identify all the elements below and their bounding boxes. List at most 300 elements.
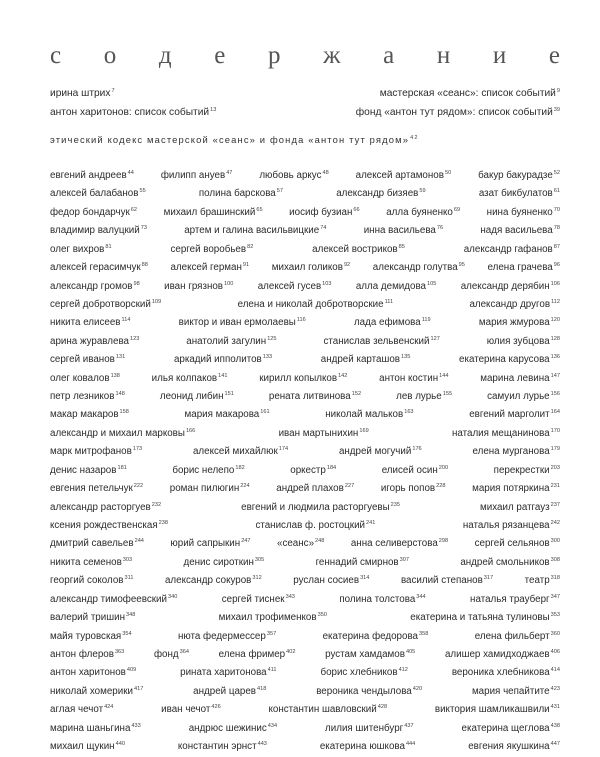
- page-number: 133: [262, 354, 273, 361]
- contents-row: [50, 440, 560, 458]
- entry-name: марина шаньгина: [50, 722, 131, 734]
- contents-entry[interactable]: [321, 348, 411, 366]
- contents-entry[interactable]: [50, 330, 139, 348]
- contents-entry[interactable]: [289, 201, 359, 219]
- contents-entry[interactable]: [193, 680, 266, 698]
- contents-entry[interactable]: [50, 643, 124, 661]
- contents-row: [50, 385, 560, 403]
- contents-entry[interactable]: [50, 551, 132, 569]
- contents-row: [50, 422, 560, 440]
- contents-entry[interactable]: [356, 164, 452, 182]
- contents-entry[interactable]: [50, 101, 216, 120]
- page-number: 418: [257, 685, 267, 692]
- entry-name: ирина штрих: [50, 88, 111, 99]
- contents-entry[interactable]: [183, 551, 264, 569]
- page-number: 98: [133, 280, 140, 287]
- contents-entry[interactable]: [222, 588, 295, 606]
- contents-entry[interactable]: [179, 311, 306, 329]
- entry-name: алексей балабанов: [50, 188, 139, 200]
- entry-name: михаил трофименков: [218, 612, 317, 624]
- page-number: 135: [400, 354, 411, 361]
- contents-row: [50, 219, 560, 237]
- contents-entry[interactable]: [379, 367, 448, 385]
- entry-name: марина левина: [480, 372, 550, 384]
- page-number: 298: [438, 538, 449, 545]
- page-number: 105: [427, 280, 437, 287]
- page-number: 109: [151, 298, 162, 305]
- page-number: 95: [458, 262, 465, 269]
- entry-name: сергей добротворский: [50, 298, 151, 310]
- contents-entry[interactable]: [268, 698, 387, 716]
- page-number: 156: [550, 391, 560, 398]
- entry-name: фонд «антон тут рядом»: список событий: [355, 107, 553, 118]
- contents-row: [50, 459, 560, 477]
- contents-entry[interactable]: [50, 440, 142, 458]
- entry-name: арина журавлева: [50, 335, 129, 347]
- contents-entry[interactable]: [312, 238, 405, 256]
- entry-name: перекрестки: [493, 464, 550, 476]
- entry-name: «сеанс»: [277, 538, 315, 550]
- contents-entry[interactable]: [354, 311, 431, 329]
- page-number: 69: [453, 206, 461, 213]
- contents-entry[interactable]: [381, 477, 446, 495]
- page-number: 402: [286, 648, 296, 655]
- contents-entry[interactable]: [50, 496, 161, 514]
- contents-entry[interactable]: [50, 275, 140, 293]
- page-number: 87: [553, 243, 560, 250]
- entry-name: мария макарова: [184, 409, 260, 421]
- entry-name: геннадий смирнов: [315, 556, 399, 568]
- contents-entry[interactable]: [164, 275, 233, 293]
- contents-entry[interactable]: [459, 348, 560, 366]
- page-number: 433: [131, 722, 141, 729]
- contents-entry[interactable]: [336, 182, 425, 200]
- page-number: 100: [224, 280, 234, 287]
- title-letter: ж: [323, 42, 341, 69]
- contents-entry[interactable]: [470, 588, 560, 606]
- contents-entry[interactable]: [50, 182, 146, 200]
- entry-name: мария потяркина: [472, 483, 550, 495]
- page-number: 235: [390, 501, 400, 508]
- page-number: 314: [360, 575, 370, 582]
- contents-entry[interactable]: [475, 532, 560, 550]
- contents-row: [50, 496, 560, 514]
- contents-entry[interactable]: [382, 459, 448, 477]
- page-number: 241: [366, 520, 376, 527]
- contents-entry[interactable]: [494, 459, 560, 477]
- contents-entry[interactable]: [50, 588, 177, 606]
- contents-entry[interactable]: [364, 219, 443, 237]
- contents-entry[interactable]: [356, 101, 560, 120]
- entry-name: николай мальков: [325, 409, 404, 421]
- page-number: 7: [111, 88, 115, 94]
- page-number: 119: [421, 317, 431, 324]
- contents-entry[interactable]: [50, 293, 161, 311]
- page-number: 423: [550, 685, 560, 692]
- contents-entry[interactable]: [186, 330, 276, 348]
- page-number: 62: [130, 206, 138, 213]
- contents-entry[interactable]: [320, 661, 407, 679]
- contents-entry[interactable]: [161, 164, 233, 182]
- page-number: 242: [550, 520, 560, 527]
- entry-name: елена фример: [218, 648, 286, 660]
- entry-name: мария жмурова: [478, 317, 550, 329]
- page-number: 443: [257, 741, 267, 748]
- entry-name: елена и николай добротворские: [237, 298, 384, 310]
- contents-entry[interactable]: [152, 367, 228, 385]
- contents-entry[interactable]: [487, 330, 560, 348]
- contents-entry[interactable]: [487, 385, 560, 403]
- contents-row: [50, 661, 560, 679]
- page-number: 228: [436, 483, 446, 490]
- contents-entry[interactable]: [50, 256, 148, 274]
- page-number: 155: [442, 391, 453, 398]
- contents-entry[interactable]: [480, 496, 560, 514]
- page-number: 152: [351, 391, 362, 398]
- contents-entry[interactable]: [276, 477, 354, 495]
- page-number: 50: [444, 170, 452, 176]
- page-number: 224: [240, 483, 250, 490]
- contents-entry[interactable]: [472, 477, 560, 495]
- contents-entry[interactable]: [50, 238, 112, 256]
- contents-entry[interactable]: [325, 403, 413, 421]
- intro-row: [50, 82, 560, 101]
- entry-name: виктор и иван ермолаевы: [178, 317, 296, 329]
- contents-entry[interactable]: [50, 569, 133, 587]
- contents-entry[interactable]: [174, 348, 272, 366]
- entry-name: михаил ратгауз: [480, 501, 550, 513]
- contents-entry[interactable]: [238, 293, 394, 311]
- contents-entry[interactable]: [178, 735, 267, 753]
- contents-entry[interactable]: [323, 330, 439, 348]
- contents-entry[interactable]: [277, 532, 324, 550]
- entry-name: антон костин: [379, 372, 439, 384]
- contents-entry[interactable]: [184, 219, 326, 237]
- contents-entry[interactable]: [351, 532, 448, 550]
- page-number: 47: [226, 170, 233, 176]
- page-number: 106: [550, 280, 560, 287]
- page-number: 182: [235, 464, 245, 471]
- contents-entry[interactable]: [410, 606, 560, 624]
- page-number: 411: [267, 667, 277, 674]
- entry-name: алексей герман: [170, 262, 242, 274]
- contents-entry[interactable]: [325, 717, 414, 735]
- contents-entry[interactable]: [170, 477, 250, 495]
- contents-entry[interactable]: [445, 643, 560, 661]
- contents-entry[interactable]: [259, 367, 347, 385]
- contents-row: [50, 698, 560, 716]
- contents-entry[interactable]: [50, 680, 143, 698]
- entry-name: нюта федермессер: [177, 630, 266, 642]
- entry-name: михаил щукин: [50, 741, 115, 753]
- entry-name: анна селиверстова: [350, 538, 438, 550]
- page-number: 307: [399, 556, 409, 563]
- entry-name: алишер хамидходжаев: [444, 648, 550, 660]
- entry-name: екатерина юшкова: [319, 741, 405, 753]
- page-number: 96: [553, 262, 560, 269]
- page-number: 417: [133, 685, 144, 692]
- entry-name: азат бикбулатов: [478, 188, 553, 200]
- contents-entry[interactable]: [452, 422, 560, 440]
- page-number: 300: [550, 538, 560, 545]
- page-number: 166: [185, 427, 196, 434]
- contents-entry[interactable]: [479, 311, 560, 329]
- entry-name: театр: [524, 575, 550, 587]
- contents-entry[interactable]: [50, 201, 137, 219]
- contents-entry[interactable]: [50, 367, 120, 385]
- entry-name: надя васильева: [480, 225, 553, 237]
- entry-name: олег вихров: [50, 243, 105, 255]
- page-number: 81: [105, 243, 112, 250]
- ethics-code-entry[interactable]: [50, 130, 560, 148]
- entry-name: макар макаров: [50, 409, 119, 421]
- contents-entry[interactable]: [320, 735, 415, 753]
- contents-entry[interactable]: [479, 182, 560, 200]
- contents-entry[interactable]: [50, 311, 130, 329]
- page-number: 88: [141, 262, 148, 269]
- contents-entry[interactable]: [193, 440, 288, 458]
- contents-entry[interactable]: [255, 514, 375, 532]
- contents-entry[interactable]: [272, 256, 350, 274]
- contents-entry[interactable]: [50, 477, 143, 495]
- entry-name: анатолий загулин: [186, 335, 267, 347]
- page-number: 364: [179, 648, 189, 655]
- contents-entry[interactable]: [468, 735, 560, 753]
- page-number: 111: [384, 298, 394, 305]
- page-number: 85: [398, 243, 405, 250]
- contents-entry[interactable]: [469, 293, 560, 311]
- entry-name: федор бондарчук: [50, 206, 130, 218]
- entry-name: олег ковалов: [50, 372, 110, 384]
- entry-name: наталья трауберг: [470, 593, 550, 605]
- contents-entry[interactable]: [50, 514, 168, 532]
- contents-entry[interactable]: [50, 82, 115, 101]
- page-number: 73: [140, 225, 147, 232]
- contents-entry[interactable]: [435, 698, 560, 716]
- contents-entry[interactable]: [50, 385, 125, 403]
- entry-name: александр тимофеевский: [50, 593, 167, 605]
- contents-entry[interactable]: [396, 385, 452, 403]
- contents-entry[interactable]: [472, 440, 560, 458]
- page-number: 65: [256, 206, 263, 213]
- page-number: 440: [115, 741, 125, 748]
- page-number: 142: [338, 372, 348, 379]
- entry-name: илья колпаков: [151, 372, 218, 384]
- contents-entry[interactable]: [380, 82, 560, 101]
- entry-name: елена мурганова: [472, 446, 550, 458]
- page-number: 59: [419, 188, 426, 195]
- page-number: 103: [322, 280, 332, 287]
- contents-entry[interactable]: [50, 164, 134, 182]
- contents-entry[interactable]: [50, 348, 125, 366]
- page-number: 238: [158, 520, 168, 527]
- page-title: [50, 42, 560, 70]
- contents-entry[interactable]: [50, 735, 125, 753]
- contents-row: [50, 238, 560, 256]
- contents-entry[interactable]: [401, 569, 493, 587]
- contents-entry[interactable]: [316, 680, 422, 698]
- contents-entry[interactable]: [339, 440, 422, 458]
- entry-name: георгий соколов: [50, 575, 124, 587]
- contents-entry[interactable]: [293, 569, 369, 587]
- entry-name: андрей смольников: [460, 556, 550, 568]
- contents-entry[interactable]: [154, 643, 189, 661]
- entry-name: кирилл копылков: [259, 372, 338, 384]
- contents-entry[interactable]: [50, 698, 113, 716]
- page-number: 174: [278, 446, 289, 453]
- title-letter: с: [50, 42, 62, 69]
- contents-entry[interactable]: [487, 201, 560, 219]
- contents-entry[interactable]: [480, 219, 560, 237]
- title-letter: р: [268, 42, 281, 69]
- contents-entry[interactable]: [452, 661, 560, 679]
- page-number: 305: [254, 556, 265, 563]
- contents-entry[interactable]: [259, 164, 328, 182]
- contents-entry[interactable]: [269, 385, 361, 403]
- entry-name: петр лезников: [50, 391, 115, 403]
- page-number: 363: [114, 648, 125, 655]
- contents-row: [50, 606, 560, 624]
- page-number: 92: [343, 262, 351, 269]
- page-number: 136: [550, 354, 560, 361]
- page-number: 354: [122, 630, 132, 637]
- contents-entry[interactable]: [258, 275, 332, 293]
- page-number: 127: [430, 335, 440, 342]
- contents-entry[interactable]: [160, 385, 234, 403]
- contents-entry[interactable]: [480, 367, 560, 385]
- entry-name: марк митрофанов: [50, 446, 132, 458]
- page-number: 437: [404, 722, 414, 729]
- contents-entry[interactable]: [50, 459, 127, 477]
- page-number: 66: [353, 206, 360, 213]
- contents-entry[interactable]: [50, 403, 129, 421]
- contents-entry[interactable]: [50, 606, 135, 624]
- page-number: 151: [224, 391, 234, 398]
- contents-entry[interactable]: [219, 643, 296, 661]
- page-number: 44: [127, 170, 134, 176]
- contents-entry[interactable]: [178, 625, 276, 643]
- contents-entry[interactable]: [50, 661, 136, 679]
- contents-row: [50, 625, 560, 643]
- contents-entry[interactable]: [461, 275, 560, 293]
- contents-entry[interactable]: [50, 219, 147, 237]
- entry-name: юлия зубцова: [486, 335, 550, 347]
- page-number: 431: [550, 704, 560, 711]
- contents-entry[interactable]: [488, 256, 560, 274]
- contents-entry[interactable]: [241, 496, 400, 514]
- entry-name: елена фильберт: [474, 630, 550, 642]
- contents-entry[interactable]: [164, 201, 263, 219]
- page-number: 144: [439, 372, 449, 379]
- contents-entry[interactable]: [189, 717, 277, 735]
- entry-name: антон харитонов: [50, 667, 126, 679]
- contents-entry[interactable]: [279, 422, 369, 440]
- contents-entry[interactable]: [525, 569, 560, 587]
- contents-entry[interactable]: [290, 459, 336, 477]
- entry-name: екатерина карусова: [459, 354, 550, 366]
- entry-name: этический кодекс мастерской «сеанс» и фонда «антон тут рядом»: [50, 134, 410, 145]
- page-number: 163: [404, 409, 414, 416]
- contents-row: [50, 367, 560, 385]
- contents-entry[interactable]: [50, 625, 132, 643]
- page-number: 344: [416, 593, 426, 600]
- page-number: 237: [550, 501, 560, 508]
- contents-entry[interactable]: [170, 532, 250, 550]
- contents-entry[interactable]: [50, 532, 144, 550]
- entry-name: николай хомерики: [50, 685, 133, 697]
- contents-entry[interactable]: [170, 238, 253, 256]
- contents-entry[interactable]: [325, 643, 415, 661]
- contents-entry[interactable]: [386, 201, 460, 219]
- page-number: 231: [550, 483, 560, 490]
- contents-entry[interactable]: [323, 625, 429, 643]
- contents-entry[interactable]: [464, 238, 560, 256]
- page-number: 447: [550, 741, 560, 748]
- entry-name: алексей гусев: [257, 280, 322, 292]
- contents-entry[interactable]: [165, 569, 262, 587]
- title-letter: н: [436, 42, 451, 69]
- contents-entry[interactable]: [462, 717, 560, 735]
- entry-name: андрей плахов: [276, 483, 344, 495]
- contents-entry[interactable]: [460, 551, 560, 569]
- contents-entry[interactable]: [219, 606, 327, 624]
- contents-entry[interactable]: [463, 514, 560, 532]
- page-number: 232: [151, 501, 162, 508]
- contents-entry[interactable]: [50, 422, 195, 440]
- page-number: 74: [320, 225, 327, 232]
- page-number: 55: [139, 188, 146, 195]
- contents-entry[interactable]: [316, 551, 409, 569]
- entry-name: евгений марголит: [469, 409, 550, 421]
- contents-entry[interactable]: [373, 256, 465, 274]
- entry-name: дмитрий савельев: [50, 538, 134, 550]
- contents-entry[interactable]: [171, 256, 250, 274]
- page-number: 164: [550, 409, 560, 416]
- contents-entry[interactable]: [199, 182, 283, 200]
- entry-name: аглая чечот: [50, 704, 104, 716]
- contents-entry[interactable]: [478, 164, 560, 182]
- contents-entry[interactable]: [472, 680, 560, 698]
- entry-name: сергей тиснек: [221, 593, 285, 605]
- page-number: 412: [398, 667, 408, 674]
- page-number: 347: [550, 593, 560, 600]
- entry-name: самуил лурье: [487, 391, 550, 403]
- entry-name: александр и михаил марковы: [50, 427, 185, 439]
- contents-entry[interactable]: [356, 275, 436, 293]
- entry-name: станислав зельвенский: [323, 335, 430, 347]
- contents-entry[interactable]: [185, 403, 270, 421]
- contents-row: [50, 532, 560, 550]
- page-number: 357: [266, 630, 277, 637]
- page-number: 91: [242, 262, 250, 269]
- contents-entry[interactable]: [172, 459, 244, 477]
- contents-entry[interactable]: [50, 717, 141, 735]
- contents-entry[interactable]: [339, 588, 425, 606]
- contents-row: [50, 588, 560, 606]
- entry-name: рустам хамдамов: [325, 648, 405, 660]
- contents-row: [50, 717, 560, 735]
- contents-entry[interactable]: [475, 625, 560, 643]
- contents-entry[interactable]: [161, 698, 221, 716]
- contents-entry[interactable]: [469, 403, 560, 421]
- page-number: 179: [550, 446, 560, 453]
- contents-entry[interactable]: [180, 661, 276, 679]
- contents-row: [50, 514, 560, 532]
- page-number: 222: [133, 483, 144, 490]
- contents-row: [50, 330, 560, 348]
- contents-row: [50, 680, 560, 698]
- entry-name: фонд: [153, 648, 179, 660]
